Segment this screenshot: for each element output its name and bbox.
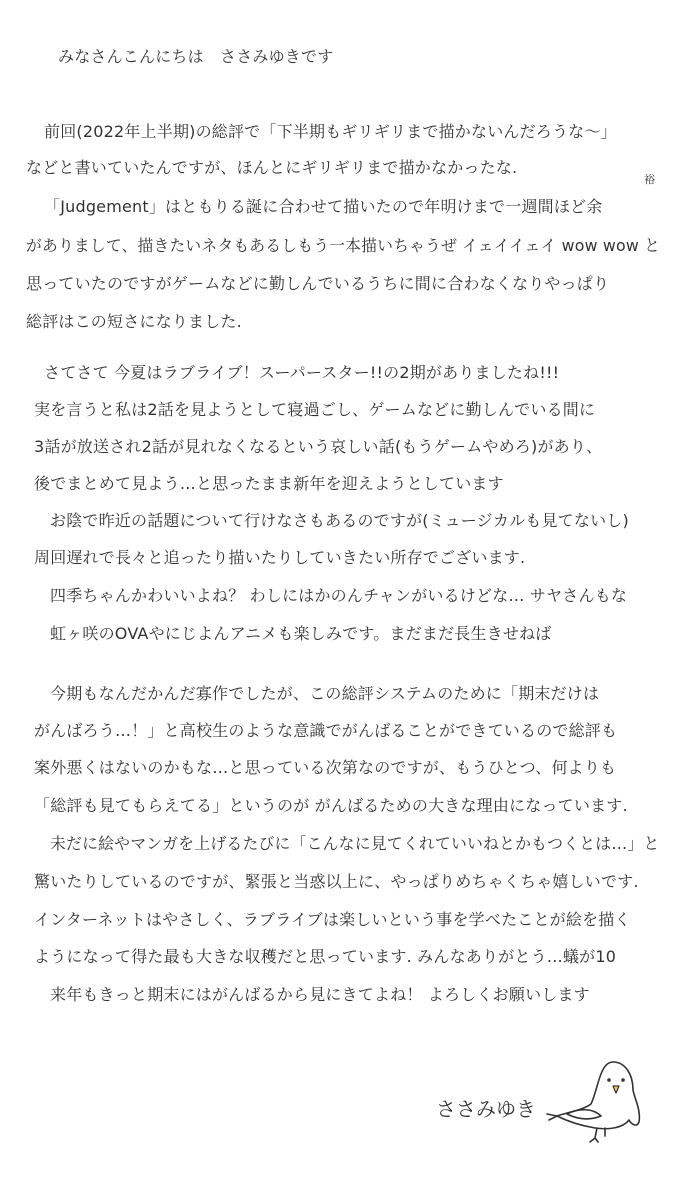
paragraph2-line-1: さてさて 今夏はラブライブ！スーパースター!!の2期がありましたね!!! [44,363,560,382]
paragraph3-line-2: がんばろう…！」と高校生のような意識でがんばることができているので総評も [34,721,618,740]
paragraph1-line-3: 「Judgement」はともりる誕に合わせて描いたので年明けまで一週間ほど余 [44,197,603,216]
signature: ささみゆき [436,1097,536,1121]
paragraph1-line-6: 総評はこの短さになりました. [26,312,242,331]
correction-note: 裕 [644,173,655,186]
paragraph1-line-5: 思っていたのですがゲームなどに勤しんでいるうちに間に合わなくなりやっぱり [26,274,610,293]
paragraph2-line-5: お陰で昨近の話題について行けなさもあるのですが(ミュージカルも見てないし) [50,511,629,530]
paragraph2-line-4: 後でまとめて見よう…と思ったまま新年を迎えようとしています [34,474,504,493]
greeting-line: みなさんこんにちは ささみゆきです [58,47,334,66]
paragraph2-line-2: 実を言うと私は2話を見ようとして寝過ごし、ゲームなどに勤しんでいる間に [34,400,596,419]
paragraph3-line-8: ようになって得た最も大きな収穫だと思っています. みんなありがとう…蟻が10 [34,947,617,966]
bird-beak [613,1086,619,1093]
paragraph3-line-7: インターネットはやさしく、ラブライブは楽しいという事を学べたことが絵を描く [34,910,631,929]
bird-eye-left [607,1078,611,1082]
bird-mascot-illustration [543,1050,643,1145]
paragraph2-line-8: 虹ヶ咲のOVAやにじよんアニメも楽しみです。まだまだ長生きせねば [50,624,552,643]
paragraph1-line-2: などと書いていたんですが、ほんとにギリギリまで描かなかったな. [26,158,518,177]
paragraph3-line-4: 「総評も見てもらえてる」というのが がんばるための大きな理由になっています. [34,796,628,815]
paragraph3-line-3: 案外悪くはないのかもな…と思っている次第なのですが、もうひとつ、何よりも [34,758,617,777]
bird-eye-right [621,1078,625,1082]
paragraph2-line-3: 3話が放送され2話が見れなくなるという哀しい話(もうゲームやめろ)があり、 [34,437,603,456]
paragraph1-line-4: がありまして、描きたいネタもあるしもう一本描いちゃうぜ イェイイェイ wow wow と [26,236,661,255]
paragraph2-line-6: 周回遅れで長々と追ったり描いたりしていきたい所存でございます. [34,548,526,567]
paragraph3-line-6: 驚いたりしているのですが、緊張と当惑以上に、やっぱりめちゃくちゃ嬉しいです. [34,872,639,891]
paragraph1-line-1: 前回(2022年上半期)の総評で「下半期もギリギリまで描かないんだろうな〜」 [44,122,617,141]
paragraph3-line-1: 今期もなんだかんだ寡作でしたが、この総評システムのために「期末だけは [50,684,600,703]
paragraph3-line-9: 来年もきっと期末にはがんばるから見にきてよね！ よろしくお願いします [50,985,590,1004]
paragraph2-line-7: 四季ちゃんかわいいよね？ わしにはかのんチャンがいるけどな… サヤさんもな [50,586,628,605]
paragraph3-line-5: 未だに絵やマンガを上げるたびに「こんなに見てくれていいねとかもつくとは…」と [50,834,660,853]
